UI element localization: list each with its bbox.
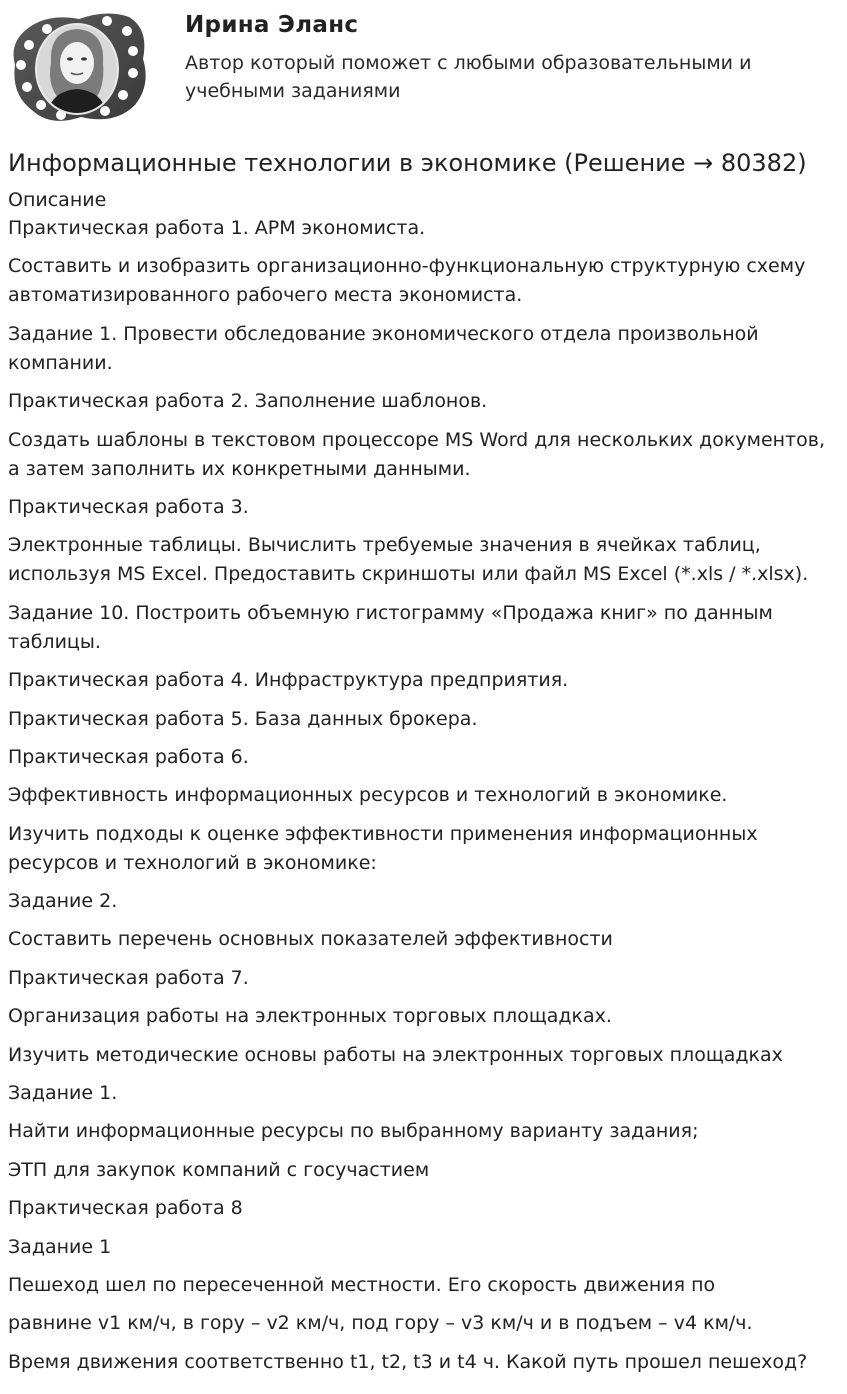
author-avatar xyxy=(7,7,151,127)
description-paragraph: Пешеход шел по пересеченной местности. Его скорость движения по xyxy=(8,1273,716,1296)
page-title: Информационные технологии в экономике (Решение → 80382) xyxy=(8,149,807,177)
description-paragraph: Задание 1 xyxy=(8,1235,112,1258)
main-content xyxy=(8,146,840,1386)
author-tagline: Автор который поможет с любыми образовательными и учебными заданиями xyxy=(185,52,752,102)
description-paragraph: Эффективность информационных ресурсов и технологий в экономике. xyxy=(8,784,728,807)
description-body xyxy=(8,214,840,1377)
film-reel-portrait-icon xyxy=(7,7,151,127)
description-paragraph: Практическая работа 3. xyxy=(8,495,249,518)
description-paragraph: Время движения соответственно t1, t2, t3 и t4 ч. Какой путь прошел пешеход? xyxy=(8,1350,808,1373)
description-paragraph: Практическая работа 8 xyxy=(8,1197,243,1220)
description-paragraph: Практическая работа 5. База данных брокера. xyxy=(8,707,478,730)
description-paragraph: Изучить методические основы работы на электронных торговых площадках xyxy=(8,1043,783,1066)
description-paragraph: Создать шаблоны в текстовом процессоре MS Word для нескольких документов, а затем заполнить их конкретными данными. xyxy=(8,428,825,480)
description-paragraph: Составить перечень основных показателей эффективности xyxy=(8,928,613,951)
description-paragraph: Задание 1. xyxy=(8,1082,118,1105)
description-paragraph: Задание 1. Провести обследование экономического отдела произвольной компании. xyxy=(8,322,759,374)
author-header xyxy=(0,0,847,135)
description-paragraph: Организация работы на электронных торговых площадках. xyxy=(8,1005,612,1028)
description-paragraph: Практическая работа 4. Инфраструктура предприятия. xyxy=(8,669,569,692)
description-paragraph: Электронные таблицы. Вычислить требуемые значения в ячейках таблиц, используя MS Excel. Предоставить скриншоты или файл MS Excel (*.xls / *.xlsx). xyxy=(8,534,809,586)
description-paragraph: Практическая работа 7. xyxy=(8,966,249,989)
description-paragraph: Задание 10. Построить объемную гистограмму «Продажа книг» по данным таблицы. xyxy=(8,601,773,653)
description-paragraph: Изучить подходы к оценке эффективности применения информационных ресурсов и технологий в экономике: xyxy=(8,822,758,874)
description-paragraph: равнине v1 км/ч, в гору – v2 км/ч, под гору – v3 км/ч и в подъем – v4 км/ч. xyxy=(8,1312,753,1335)
author-name: Ирина Эланс xyxy=(185,12,359,38)
description-paragraph: Составить и изобразить организационно-функциональную структурную схему автоматизированного рабочего места экономиста. xyxy=(8,255,806,307)
section-label-description: Описание xyxy=(8,189,107,211)
description-paragraph: Практическая работа 2. Заполнение шаблонов. xyxy=(8,390,488,413)
description-paragraph: Найти информационные ресурсы по выбранному варианту задания; xyxy=(8,1120,699,1143)
description-paragraph: Задание 2. xyxy=(8,890,118,913)
description-paragraph: Практическая работа 6. xyxy=(8,745,249,768)
description-paragraph: Практическая работа 1. АРМ экономиста. xyxy=(8,217,426,239)
description-paragraph: ЭТП для закупок компаний с госучастием xyxy=(8,1158,430,1181)
